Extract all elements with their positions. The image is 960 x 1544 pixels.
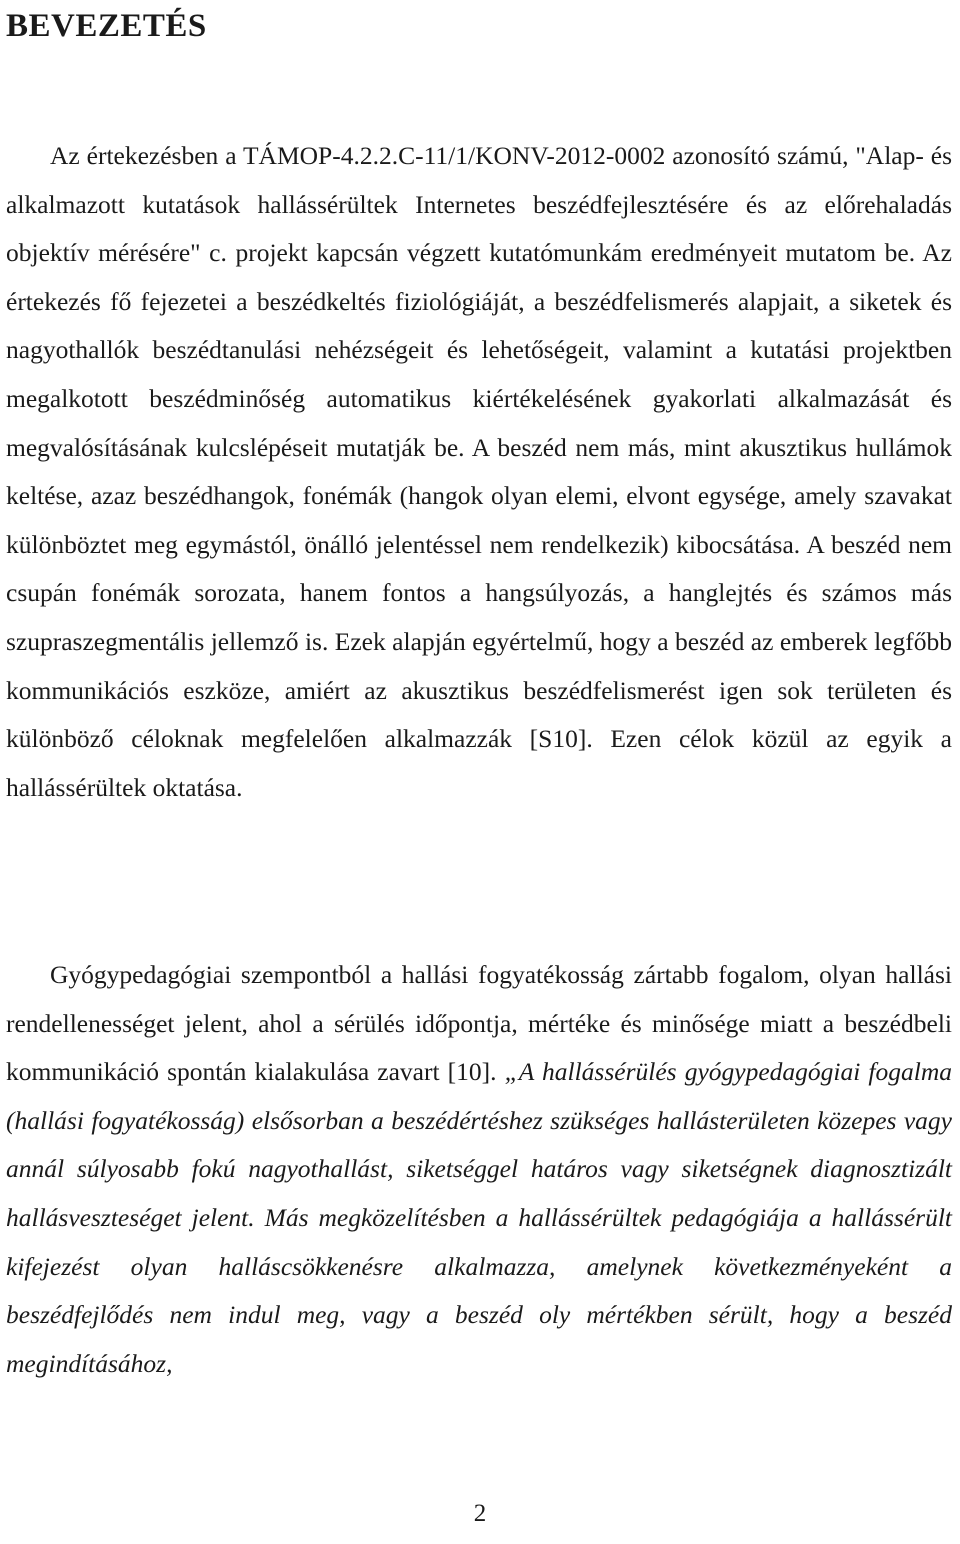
paragraph-introduction: Az értekezésben a TÁMOP-4.2.2.C-11/1/KONV-2012-0002 azonosító számú, "Alap- és alkalmazott kutatások hallássérültek Internetes beszédfejlesztésére és az előrehaladás objektív mérésére" c. projekt kapcsán végzett kutatómunkám eredményeit mutatom be. Az értekezés fő fejezetei a beszédkeltés fiziológiáját, a beszédfelismerés alapjait, a siketek és nagyothallók beszédtanulási nehézségeit és lehetőségeit, valamint a kutatási projektben megalkotott beszédminőség automatikus kiértékelésének gyakorlati alkalmazását és megvalósításának kulcslépéseit mutatják be. A beszéd nem más, mint akusztikus hullámok keltése, azaz beszédhangok, fonémák (hangok olyan elemi, elvont egysége, amely szavakat különböztet meg egymástól, önálló jelentéssel nem rendelkezik) kibocsátása. A beszéd nem csupán fonémák sorozata, hanem fontos a hangsúlyozás, a hanglejtés és számos más szupraszegmentális jellemző is. Ezek alapján egyértelmű, hogy a beszéd az emberek legfőbb kommunikációs eszköze, amiért az akusztikus beszédfelismerést igen sok területen és különböző céloknak megfelelően alkalmazzák [S10]. Ezen célok közül az egyik a hallássérültek oktatása. xyxy=(6,141,952,802)
paragraph-definition xyxy=(6,951,952,1388)
paragraph-definition-text: Gyógypedagógiai szempontból a hallási fogyatékosság zártabb fogalom, olyan hallási rendellenességet jelent, ahol a sérülés időpontja, mértéke és minősége miatt a beszédbeli kommunikáció spontán kialakulása zavart [10]. xyxy=(6,960,952,1087)
page-number: 2 xyxy=(473,1500,487,1527)
section-heading: BEVEZETÉS xyxy=(6,8,207,44)
quotation-text: „A hallássérülés gyógypedagógiai fogalma (hallási fogyatékosság) elsősorban a beszédértéshez szükséges hallásterületen közepes vagy annál súlyosabb fokú nagyothallást, siketséggel határos vagy siketségnek diagnosztizált hallásveszteséget jelent. Más megközelítésben a hallássérültek pedagógiája a hallássérült kifejezést olyan halláscsökkenésre alkalmazza, amelynek következményeként a beszédfejlődés nem indul meg, vagy a beszéd oly mértékben sérült, hogy a beszéd megindításához, xyxy=(6,1057,952,1378)
